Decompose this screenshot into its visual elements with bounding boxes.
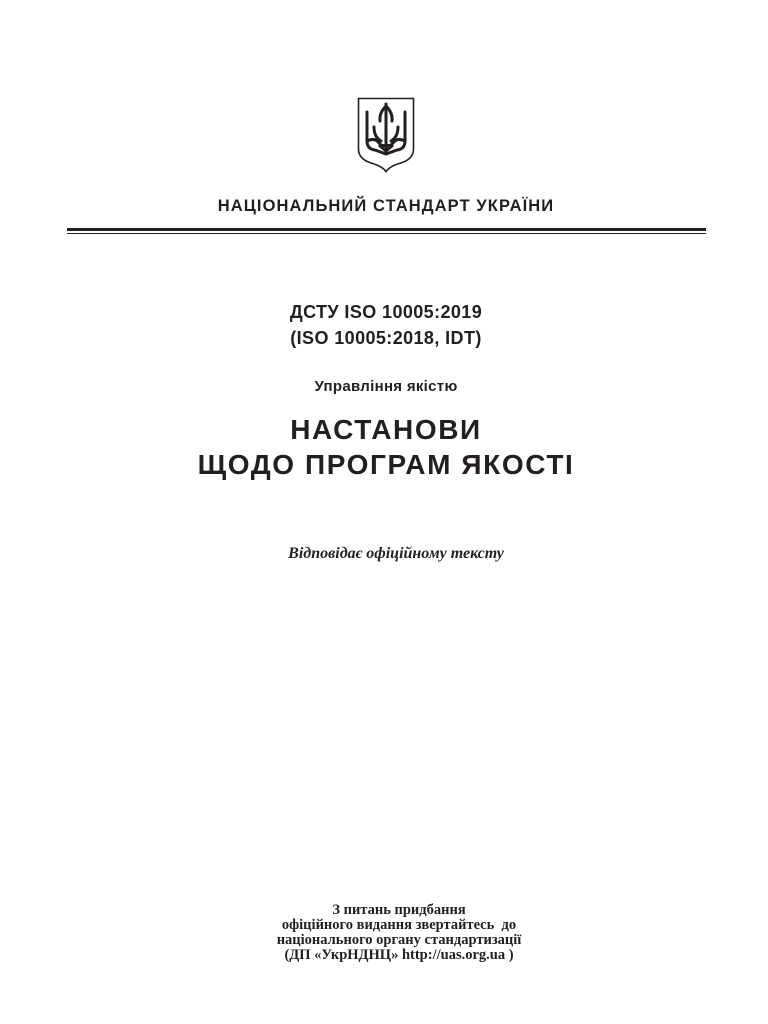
organization-title: НАЦІОНАЛЬНИЙ СТАНДАРТ УКРАЇНИ [217,197,555,215]
standard-equivalence: (ISO 10005:2018, IDT) [290,328,482,348]
document-title [0,412,768,482]
divider-thick [67,228,706,231]
official-text-note: Відповідає офіційному тексту [288,545,504,562]
trident-coat-of-arms-icon [357,97,415,173]
purchase-info-block [0,903,768,963]
trident-figure [367,104,405,154]
purchase-info-line-1: З питань придбання [332,902,466,918]
purchase-info-line-4: (ДП «УкрНДНЦ» http://uas.org.ua ) [284,947,514,963]
purchase-info-line-2: офіційного видання звертайтесь до [281,917,517,933]
document-title-line-2: ЩОДО ПРОГРАМ ЯКОСТІ [197,449,575,480]
document-title-line-1: НАСТАНОВИ [290,414,482,445]
standard-designation: ДСТУ ISO 10005:2019 [289,302,483,322]
divider-thin [67,233,706,234]
standard-designation-block [0,299,768,351]
subject-area: Управління якістю [314,378,458,395]
purchase-info-line-3: національного органу стандартизації [276,932,522,948]
